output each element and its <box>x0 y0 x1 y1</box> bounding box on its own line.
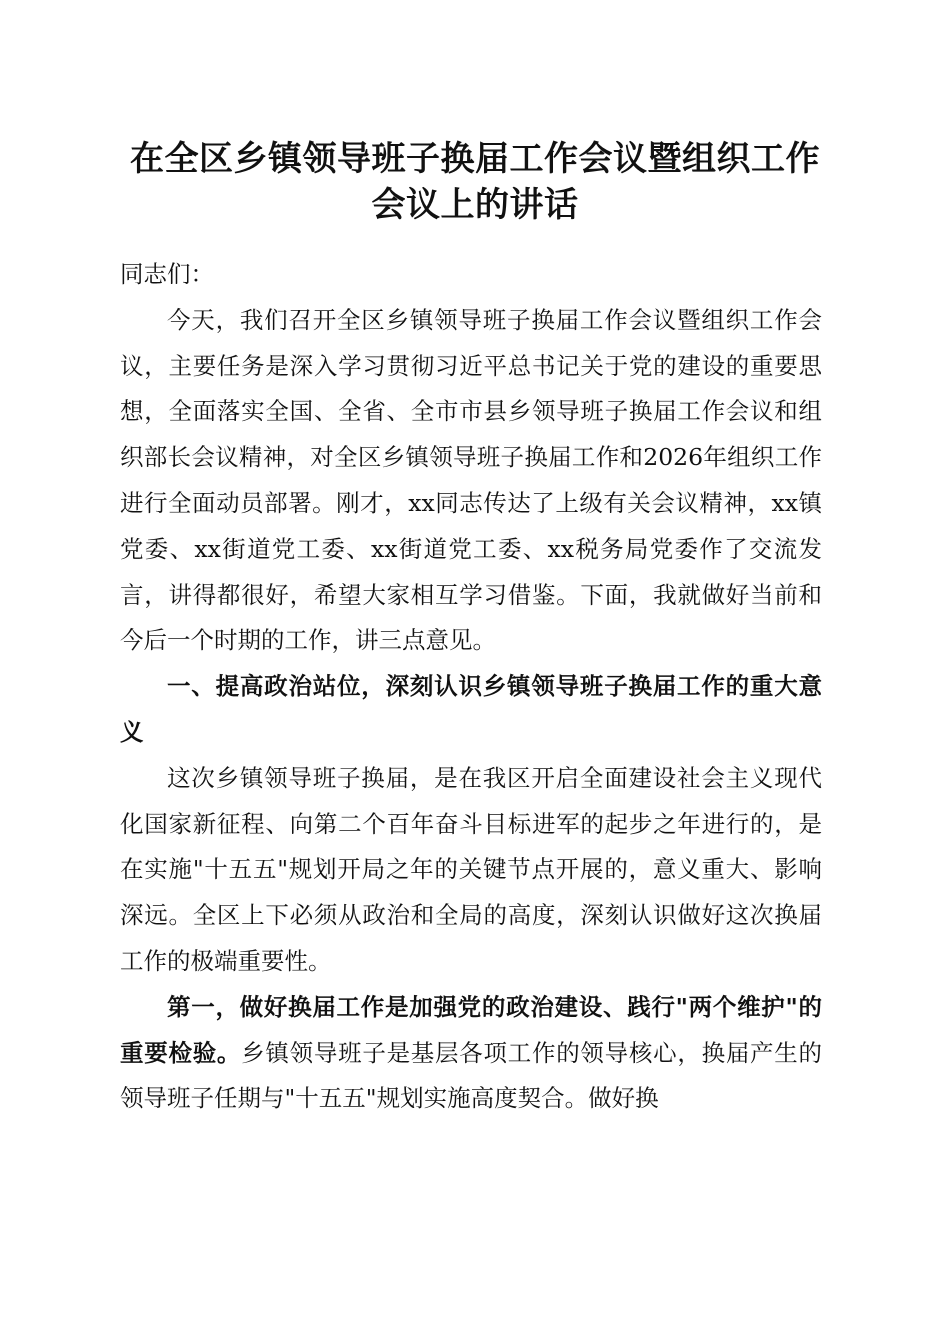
point-one-lead: 第一，做好换届工作是加强党的政治建设、践行"两个维护"的重要检验。 <box>120 992 822 1067</box>
section-heading: 一、提高政治站位，深刻认识乡镇领导班子换届工作的重大意义 <box>120 672 822 746</box>
document-title <box>110 136 840 228</box>
title-line-1: 在全区乡镇领导班子换届工作会议暨组织工作 <box>130 139 820 179</box>
salutation: 同志们： <box>120 260 214 288</box>
title-line-2: 会议上的讲话 <box>371 185 579 225</box>
section-paragraph: 这次乡镇领导班子换届，是在我区开启全面建设社会主义现代化国家新征程、向第二个百年奋斗目标进军的起步之年进行的，是在实施"十五五"规划开局之年的关键节点开展的，意义重大、影响深远。全区上下必须从政治和全局的高度，深刻认识做好这次换届工作的极端重要性。 <box>120 763 822 975</box>
point-one-text: 乡镇领导班子是基层各项工作的领导核心，换届产生的领导班子任期与"十五五"规划实施高度契合。做好换 <box>120 1038 823 1113</box>
document-body <box>120 252 822 1122</box>
point-one-paragraph <box>120 985 822 1122</box>
intro-paragraph: 今天，我们召开全区乡镇领导班子换届工作会议暨组织工作会议，主要任务是深入学习贯彻习近平总书记关于党的建设的重要思想，全面落实全国、全省、全市市县乡领导班子换届工作会议和组织部长会议精神，对全区乡镇领导班子换届工作和2026年组织工作进行全面动员部署。刚才，xx同志传达了上级有关会议精神，xx镇党委、xx街道党工委、xx街道党工委、xx税务局党委作了交流发言，讲得都很好，希望大家相互学习借鉴。下面，我就做好当前和今后一个时期的工作，讲三点意见。 <box>120 305 822 655</box>
